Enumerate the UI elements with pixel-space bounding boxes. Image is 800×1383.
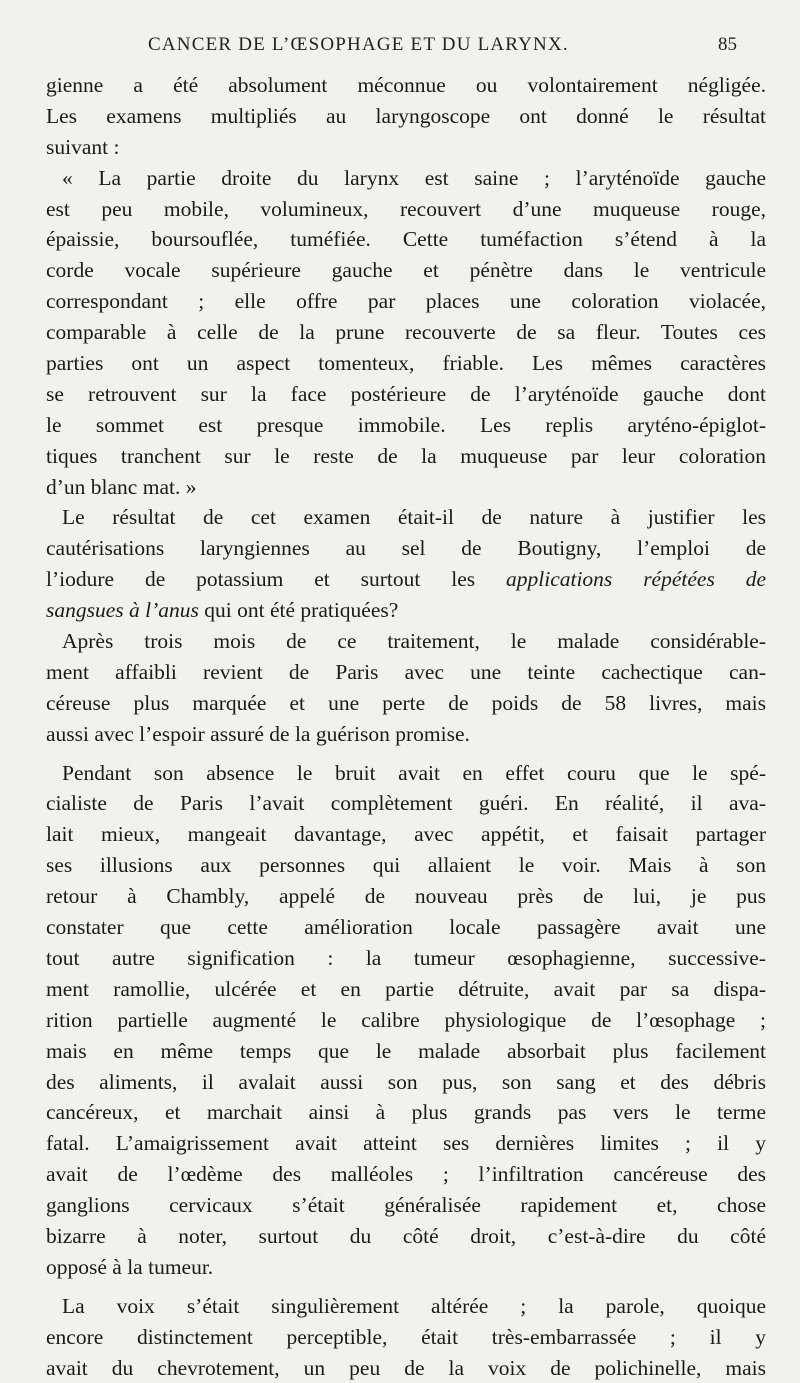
text-line: cautérisations laryngiennes au sel de Boutigny, l’emploi de bbox=[46, 536, 766, 561]
text-line: épaissie, boursouflée, tuméfiée. Cette tuméfaction s’étend à la bbox=[46, 227, 766, 252]
text-line: parties ont un aspect tomenteux, friable. Les mêmes caractères bbox=[46, 351, 766, 376]
text-line: suivant : bbox=[46, 134, 120, 159]
text-line: fatal. L’amaigrissement avait atteint ses dernières limites ; il y bbox=[46, 1131, 766, 1156]
text-line: ganglions cervicaux s’était généralisée rapidement et, chose bbox=[46, 1193, 766, 1218]
text-line: se retrouvent sur la face postérieure de l’aryténoïde gauche dont bbox=[46, 381, 766, 406]
text-line: tiques tranchent sur le reste de la muqueuse par leur coloration bbox=[46, 443, 766, 468]
text-line: lait mieux, mangeait davantage, avec appétit, et faisait partager bbox=[46, 822, 766, 847]
text-line: Le résultat de cet examen était-il de nature à justifier les bbox=[62, 505, 766, 530]
text-line: tout autre signification : la tumeur œsophagienne, successive- bbox=[46, 945, 766, 970]
text-line: retour à Chambly, appelé de nouveau près de lui, je pus bbox=[46, 884, 766, 909]
text-line: ment ramollie, ulcérée et en partie détruite, avait par sa dispa- bbox=[46, 976, 766, 1001]
italic-phrase: applications répétées de bbox=[506, 567, 766, 592]
text-line: constater que cette amélioration locale passagère avait une bbox=[46, 915, 766, 940]
text-line: opposé à la tumeur. bbox=[46, 1254, 214, 1279]
text-line: avait de l’œdème des malléoles ; l’infiltration cancéreuse des bbox=[46, 1162, 766, 1187]
text-line: sangsues à l’anus qui ont été pratiquées? bbox=[46, 598, 399, 623]
paragraph-gap bbox=[46, 750, 766, 758]
text-line: céreuse plus marquée et une perte de poids de 58 livres, mais bbox=[46, 690, 766, 715]
text-line: ment affaibli revient de Paris avec une teinte cachectique can- bbox=[46, 659, 766, 684]
text-line: ses illusions aux personnes qui allaient le voir. Mais à son bbox=[46, 853, 766, 878]
running-head-title: CANCER DE L’ŒSOPHAGE ET DU LARYNX. bbox=[148, 34, 569, 55]
text-line: encore distinctement perceptible, était très-embarrassée ; il y bbox=[46, 1324, 766, 1349]
text-line: correspondant ; elle offre par places une coloration violacée, bbox=[46, 289, 766, 314]
text-line: d’un blanc mat. » bbox=[46, 474, 197, 499]
body-text bbox=[46, 70, 766, 1383]
running-head bbox=[0, 34, 800, 62]
text-line: Pendant son absence le bruit avait en effet couru que le spé- bbox=[62, 760, 766, 785]
italic-phrase: sangsues à l’anus bbox=[46, 598, 199, 623]
text-line: Les examens multipliés au laryngoscope ont donné le résultat bbox=[46, 103, 766, 128]
text-line: est peu mobile, volumineux, recouvert d’une muqueuse rouge, bbox=[46, 196, 766, 221]
text-line: l’iodure de potassium et surtout les applications répétées de bbox=[46, 567, 766, 592]
text-line: corde vocale supérieure gauche et pénètre dans le ventricule bbox=[46, 258, 766, 283]
text-line: cialiste de Paris l’avait complètement guéri. En réalité, il ava- bbox=[46, 791, 766, 816]
text-line: gienne a été absolument méconnue ou volontairement négligée. bbox=[46, 73, 766, 97]
text-line: cancéreux, et marchait ainsi à plus grands pas vers le terme bbox=[46, 1100, 766, 1125]
text-line: des aliments, il avalait aussi son pus, son sang et des débris bbox=[46, 1069, 766, 1094]
text-line: le sommet est presque immobile. Les replis aryténo-épiglot- bbox=[46, 412, 766, 437]
text-line: avait du chevrotement, un peu de la voix de polichinelle, mais bbox=[46, 1355, 766, 1380]
text-line: bizarre à noter, surtout du côté droit, c’est-à-dire du côté bbox=[46, 1223, 766, 1248]
text-line: rition partielle augmenté le calibre physiologique de l’œsophage ; bbox=[46, 1007, 766, 1032]
text-line: mais en même temps que le malade absorbait plus facilement bbox=[46, 1038, 766, 1063]
text-line: comparable à celle de la prune recouverte de sa fleur. Toutes ces bbox=[46, 320, 766, 345]
text-line: aussi avec l’espoir assuré de la guérison promise. bbox=[46, 721, 470, 746]
page-number: 85 bbox=[718, 34, 737, 55]
text-line: « La partie droite du larynx est saine ; l’aryténoïde gauche bbox=[62, 165, 766, 190]
paragraph-gap bbox=[46, 1283, 766, 1291]
text-line: Après trois mois de ce traitement, le malade considérable- bbox=[62, 629, 766, 654]
text-line: La voix s’était singulièrement altérée ; la parole, quoique bbox=[62, 1293, 766, 1318]
